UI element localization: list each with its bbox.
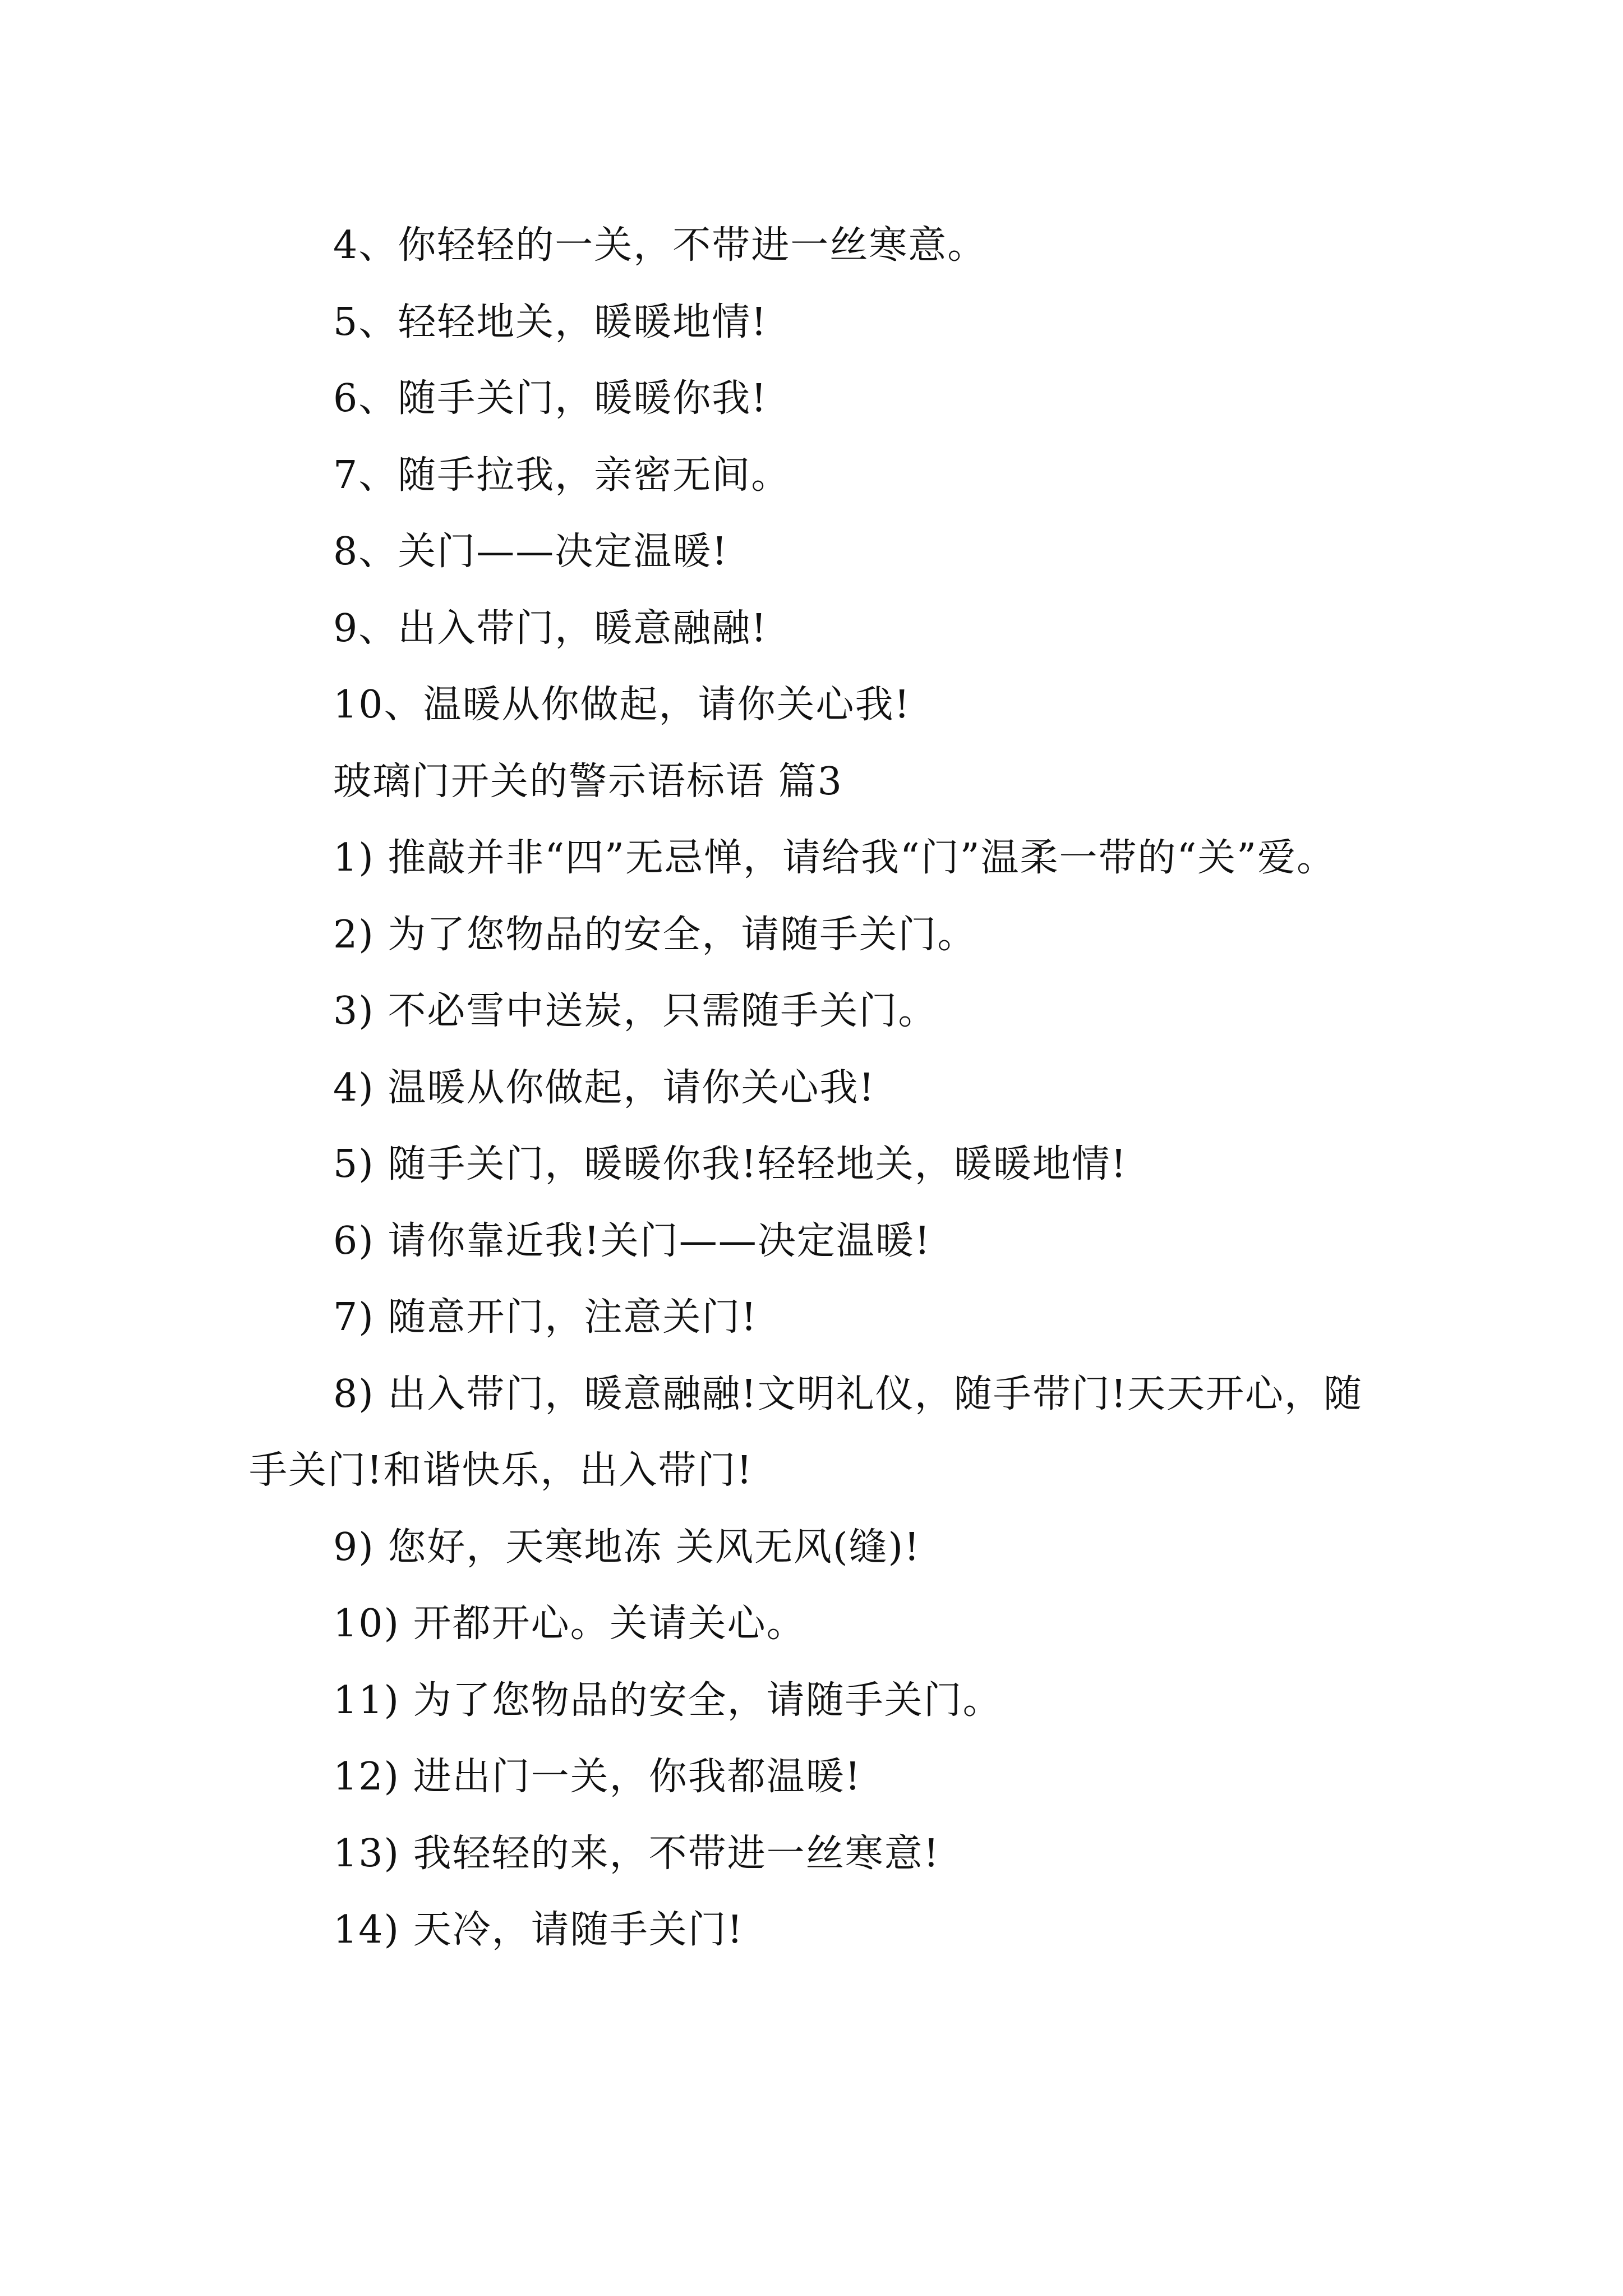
list-item: 10、温暖从你做起，请你关心我! [333, 683, 911, 727]
list-item: 9、出入带门，暖意融融! [333, 606, 768, 651]
list-item: 6、随手关门，暖暖你我! [333, 376, 768, 421]
list-item: 1) 推敲并非“四”无忌惮，请给我“门”温柔一带的“关”爱。 [333, 836, 1336, 880]
list-item: 4) 温暖从你做起，请你关心我! [333, 1065, 875, 1110]
list-item: 7、随手拉我，亲密无间。 [333, 453, 791, 498]
document-body [249, 208, 1387, 1969]
list-item: 13) 我轻轻的来，不带进一丝寒意! [333, 1831, 940, 1876]
list-item: 2) 为了您物品的安全，请随手关门。 [333, 912, 977, 957]
list-item: 12) 进出门一关，你我都温暖! [333, 1755, 861, 1799]
list-item: 11) 为了您物品的安全，请随手关门。 [333, 1678, 1002, 1723]
list-item: 5) 随手关门，暖暖你我!轻轻地关，暖暖地情! [333, 1142, 1128, 1186]
list-item: 4、你轻轻的一关，不带进一丝寒意。 [333, 223, 987, 268]
list-item: 5、轻轻地关，暖暖地情! [333, 300, 768, 344]
list-item: 6) 请你靠近我!关门——决定温暖! [333, 1218, 932, 1263]
list-item: 14) 天冷，请随手关门! [333, 1908, 744, 1952]
section-heading: 玻璃门开关的警示语标语 篇3 [333, 759, 843, 804]
list-item: 3) 不必雪中送炭，只需随手关门。 [333, 989, 938, 1033]
list-item: 8、关门——决定温暖! [333, 530, 728, 574]
list-item: 10) 开都开心。关请关心。 [333, 1602, 806, 1646]
list-item: 7) 随意开门，注意关门! [333, 1295, 758, 1340]
list-item: 9) 您好，天寒地冻 关风无风(缝)! [333, 1525, 921, 1570]
list-item: 8) 出入带门，暖意融融!文明礼仪，随手带门!天天开心，随手关门!和谐快乐，出入带门! [249, 1372, 1363, 1493]
